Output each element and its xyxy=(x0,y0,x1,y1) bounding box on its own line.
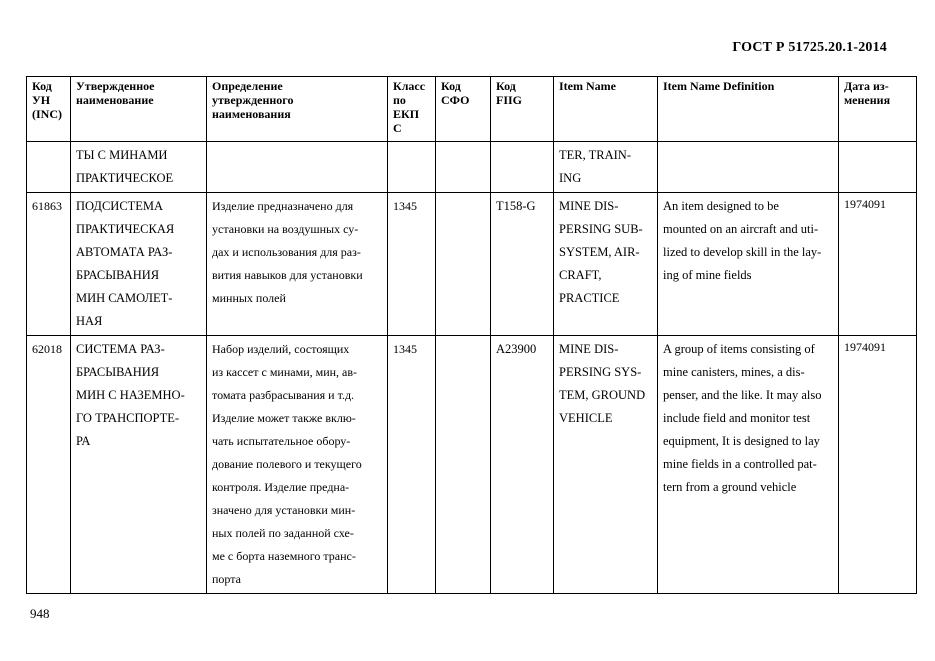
col-header-approved-name: Утвержденное наименование xyxy=(71,77,207,142)
cell-code: 61863 xyxy=(27,193,71,336)
cell-item-name: TER, TRAIN- ING xyxy=(554,142,658,193)
col-header-definition: Определение утвержденного наименования xyxy=(207,77,388,142)
cell-definition xyxy=(207,142,388,193)
cell-approved-name: ПОДСИСТЕМА ПРАКТИЧЕСКАЯ АВТОМАТА РАЗ- БРАСЫВАНИЯ МИН САМОЛЕТ- НАЯ xyxy=(71,193,207,336)
cell-class: 1345 xyxy=(388,336,436,594)
col-header-code: Код УН (INC) xyxy=(27,77,71,142)
cell-code: 62018 xyxy=(27,336,71,594)
cell-item-definition: An item designed to be mounted on an aircraft and uti- lized to develop skill in the lay- ing of mine fields xyxy=(658,193,839,336)
cell-date: 1974091 xyxy=(839,193,917,336)
col-header-sfo: Код СФО xyxy=(436,77,491,142)
page-number: 948 xyxy=(30,606,50,621)
cell-date xyxy=(839,142,917,193)
cell-date: 1974091 xyxy=(839,336,917,594)
table-header-row xyxy=(27,77,917,142)
cell-approved-name: СИСТЕМА РАЗ- БРАСЫВАНИЯ МИН С НАЗЕМНО- ГО ТРАНСПОРТЕ- РА xyxy=(71,336,207,594)
document-code: ГОСТ Р 51725.20.1-2014 xyxy=(732,40,887,55)
col-header-class: Класс по ЕКП С xyxy=(388,77,436,142)
cell-fiig: T158-G xyxy=(491,193,554,336)
cell-class: 1345 xyxy=(388,193,436,336)
table-row xyxy=(27,142,917,193)
col-header-fiig: Код FIIG xyxy=(491,77,554,142)
cell-item-definition: A group of items consisting of mine canisters, mines, a dis- penser, and the like. It may also include field and monitor test equipment, It is designed to lay mine fields in a controlled pat- tern from a ground vehicle xyxy=(658,336,839,594)
col-header-date: Дата из- менения xyxy=(839,77,917,142)
cell-item-definition xyxy=(658,142,839,193)
cell-item-name: MINE DIS- PERSING SYS- TEM, GROUND VEHICLE xyxy=(554,336,658,594)
cell-sfo xyxy=(436,336,491,594)
cell-definition: Набор изделий, состоящих из кассет с минами, мин, ав- томата разбрасывания и т.д. Изделие может также вклю- чать испытательное обору- дование полевого и текущего контроля. Изделие предна- значено для установки мин- ных полей по заданной схе- ме с борта наземного транс- порта xyxy=(207,336,388,594)
cell-sfo xyxy=(436,193,491,336)
col-header-item-definition: Item Name Definition xyxy=(658,77,839,142)
table-row xyxy=(27,336,917,594)
cell-definition: Изделие предназначено для установки на воздушных су- дах и использования для раз- вития навыков для установки минных полей xyxy=(207,193,388,336)
col-header-item-name: Item Name xyxy=(554,77,658,142)
cell-item-name: MINE DIS- PERSING SUB- SYSTEM, AIR- CRAFT, PRACTICE xyxy=(554,193,658,336)
cell-class xyxy=(388,142,436,193)
cell-code xyxy=(27,142,71,193)
catalog-table xyxy=(26,76,917,594)
table-row xyxy=(27,193,917,336)
cell-approved-name: ТЫ С МИНАМИ ПРАКТИЧЕСКОЕ xyxy=(71,142,207,193)
cell-fiig xyxy=(491,142,554,193)
cell-sfo xyxy=(436,142,491,193)
cell-fiig: A23900 xyxy=(491,336,554,594)
